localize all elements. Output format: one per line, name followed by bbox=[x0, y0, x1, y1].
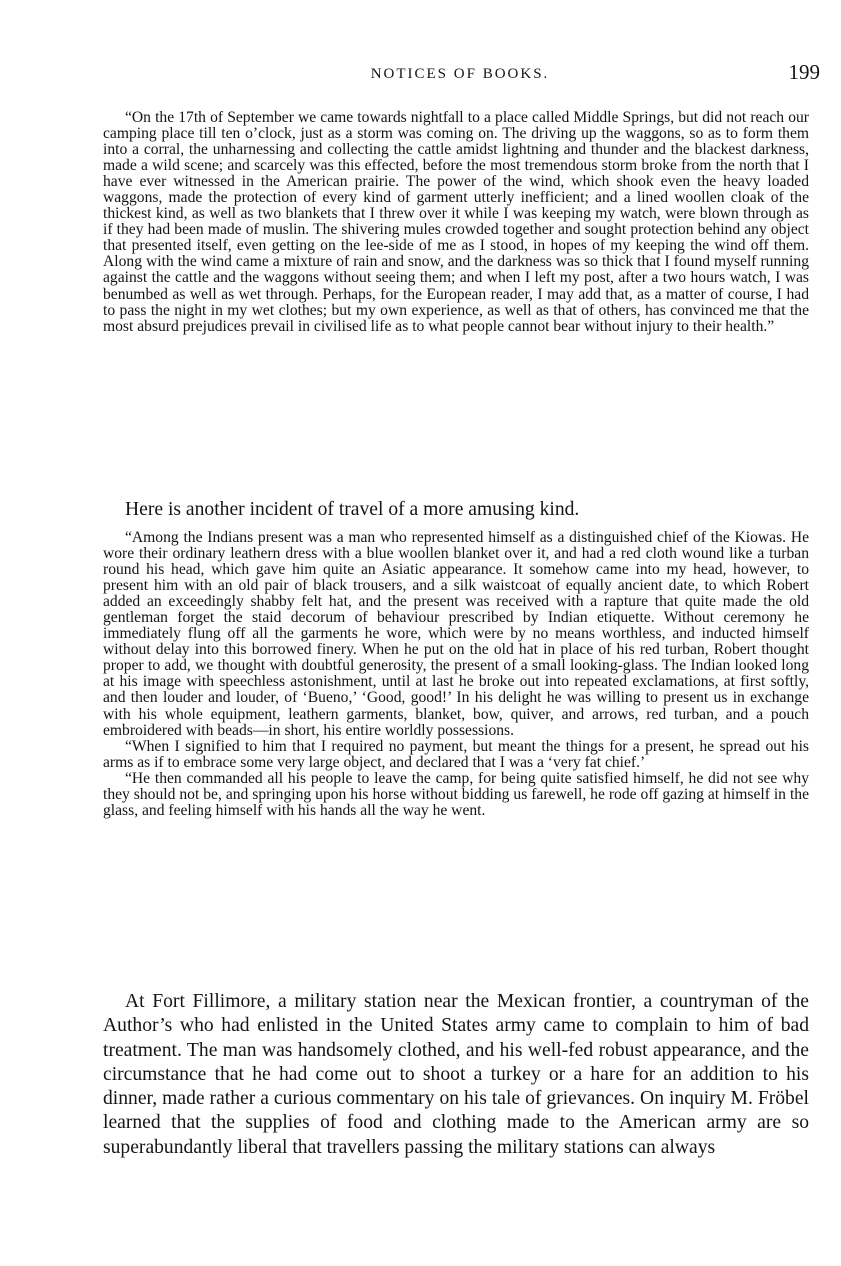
quote-paragraph: “He then commanded all his people to leave the camp, for being quite satisfied himself, he did not see why they should not be, and springing upon his horse without bidding us farewell, he rode off gazing at himself in the glass, and feeling himself with his hands all the way he went. bbox=[103, 769, 809, 819]
quote-indian-passage bbox=[103, 530, 809, 819]
page-header bbox=[100, 60, 820, 90]
quote-paragraph: “When I signified to him that I required no payment, but meant the things for a present, he spread out his arms as if to embrace some very large object, and declared that I was a ‘very fat chief.’ bbox=[103, 737, 809, 771]
intro-sentence: Here is another incident of travel of a more amusing kind. bbox=[125, 499, 580, 520]
body-paragraph-fort-fillimore bbox=[103, 990, 809, 1160]
page-number: 199 bbox=[788, 60, 820, 84]
body-paragraph: At Fort Fillimore, a military station near the Mexican frontier, a countryman of the Author’s who had enlisted in the United States army came to complain to him of bad treatment. The man was handsomely clothed, and his well-fed robust appearance, and the circumstance that he had come out to shoot a turkey or a hare for an addition to his dinner, made rather a curious commentary on his tale of grievances. On inquiry M. Fröbel learned that the supplies of food and clothing made to the American army are so superabundantly liberal that travellers passing the military stations can always bbox=[103, 991, 809, 1158]
quote-paragraph: “On the 17th of September we came towards nightfall to a place called Middle Springs, but did not reach our camping place till ten o’clock, just as a storm was coming on. The driving up the waggons, so as to form them into a corral, the unharnessing and collecting the cattle amidst lightning and thunder and the blackest darkness, made a wild scene; and scarcely was this effected, before the most tremendous storm broke from the north that I have ever witnessed in the American prairie. The power of the wind, which shook even the heavy loaded waggons, made the protection of every kind of garment utterly inefficient; and a lined woollen cloak of the thickest kind, as well as two blankets that I threw over it while I was keeping my watch, were blown through as if they had been made of muslin. The shivering mules crowded together and sought protection behind any object that presented itself, even getting on the lee-side of me as I stood, in hopes of my keeping the wind off them. Along with the wind came a mixture of rain and snow, and the darkness was so thick that I found myself running against the cattle and the waggons without seeing them; and when I left my post, after a two hours watch, I was benumbed as well as wet through. Perhaps, for the European reader, I may add that, as a matter of course, I had to pass the night in my wet clothes; but my own experience, as well as that of others, has convinced me that the most absurd prejudices prevail in civilised life as to what people cannot bear without injury to their health.” bbox=[103, 109, 809, 335]
quote-storm-passage bbox=[103, 110, 809, 335]
running-title: NOTICES OF BOOKS. bbox=[370, 66, 550, 82]
quote-paragraph: “Among the Indians present was a man who represented himself as a distinguished chief of the Kiowas. He wore their ordinary leathern dress with a blue woollen blanket over it, and had a red cloth wound like a turban round his head, which gave him quite an Asiatic appearance. It somehow came into my head, however, to present him with an old pair of black trousers, and a silk waistcoat of equally ancient date, to which Robert added an exceedingly shabby felt hat, and the present was received with a rapture that quite made the old gentleman forget the staid decorum of behaviour prescribed by Indian etiquette. Without ceremony he immediately flung off all the garments he wore, which were by no means worthless, and inducted himself without delay into this borrowed finery. When he put on the old hat in place of his red turban, Robert thought proper to add, we thought with doubtful generosity, the present of a small looking-glass. The Indian looked long at his image with speechless astonishment, until at last he broke out into repeated exclamations, at first softly, and then louder and louder, of ‘Bueno,’ ‘Good, good!’ In his delight he was willing to present us in exchange with his whole equipment, leathern garments, blanket, bow, quiver, and arrows, red turban, and a pouch embroidered with beads—in short, his entire worldly possessions. bbox=[103, 529, 809, 739]
